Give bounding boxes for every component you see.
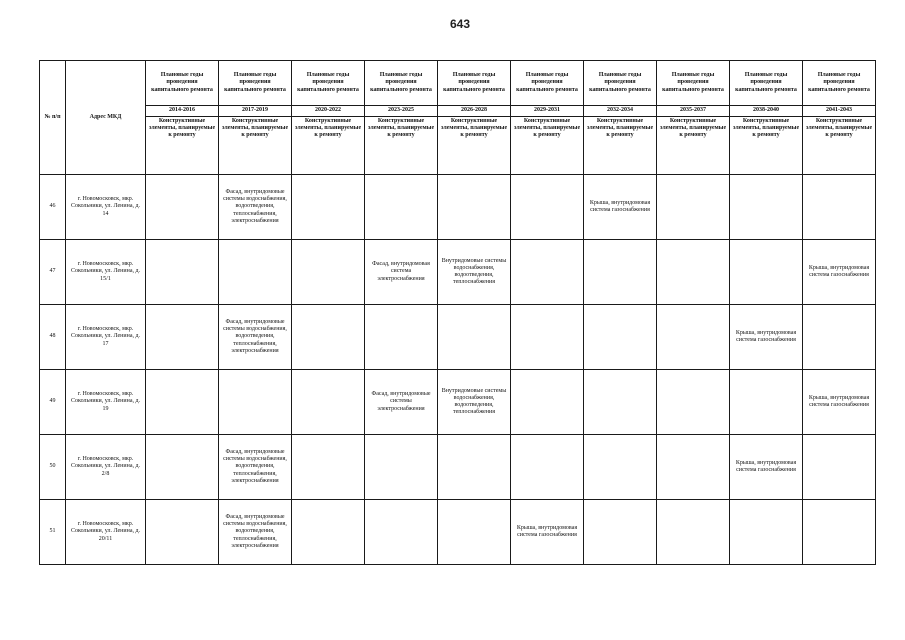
repair-cell [657, 305, 730, 370]
table-row [40, 500, 876, 565]
header-period-subtitle: Конструктивные элементы, планируемые к ремонту [657, 117, 730, 175]
repair-cell: Фасад, внутридомовые системы электроснабжения [365, 370, 438, 435]
repair-cell: Внутридомовые системы водоснабжения, водоотведения, теплоснабжения [438, 370, 511, 435]
repair-cell [657, 435, 730, 500]
repair-cell: Фасад, внутридомовые системы водоснабжения, водоотведения, теплоснабжения, электроснабжения [219, 435, 292, 500]
header-period-title: Плановые годы проведения капитального ремонта [511, 61, 584, 106]
table-row [40, 240, 876, 305]
repair-cell [365, 175, 438, 240]
header-period-subtitle: Конструктивные элементы, планируемые к ремонту [146, 117, 219, 175]
repair-cell [584, 435, 657, 500]
header-period-years: 2014-2016 [146, 106, 219, 117]
table-row [40, 435, 876, 500]
repair-cell [438, 500, 511, 565]
repair-cell [438, 435, 511, 500]
repair-cell [803, 175, 876, 240]
repair-cell: Внутридомовые системы водоснабжения, водоотведения, теплоснабжения [438, 240, 511, 305]
repair-cell [365, 500, 438, 565]
repair-cell: Фасад, внутридомовая система электроснабжения [365, 240, 438, 305]
repair-cell: Крыша, внутридомовая система газоснабжения [730, 305, 803, 370]
repair-cell: Фасад, внутридомовые системы водоснабжения, водоотведения, теплоснабжения, электроснабжения [219, 305, 292, 370]
header-period-title: Плановые годы проведения капитального ремонта [730, 61, 803, 106]
repair-cell [365, 435, 438, 500]
capital-repair-table [39, 60, 876, 565]
repair-cell [292, 305, 365, 370]
table-row [40, 370, 876, 435]
repair-cell [292, 240, 365, 305]
repair-cell [584, 240, 657, 305]
header-period-years: 2017-2019 [219, 106, 292, 117]
row-address: г. Новомосковск, мкр. Сокольники, ул. Ленина, д. 15/1 [66, 240, 146, 305]
repair-cell [803, 500, 876, 565]
row-address: г. Новомосковск, мкр. Сокольники, ул. Ленина, д. 20/11 [66, 500, 146, 565]
header-period-title: Плановые годы проведения капитального ремонта [219, 61, 292, 106]
repair-cell [146, 240, 219, 305]
repair-cell [219, 240, 292, 305]
repair-cell [730, 240, 803, 305]
repair-cell [146, 435, 219, 500]
header-period-years: 2026-2028 [438, 106, 511, 117]
header-period-title: Плановые годы проведения капитального ремонта [657, 61, 730, 106]
repair-cell [292, 175, 365, 240]
header-period-title: Плановые годы проведения капитального ремонта [365, 61, 438, 106]
repair-cell [511, 175, 584, 240]
repair-cell [730, 370, 803, 435]
repair-cell [657, 240, 730, 305]
row-address: г. Новомосковск, мкр. Сокольники, ул. Ленина, д. 19 [66, 370, 146, 435]
repair-cell: Крыша, внутридомовая система газоснабжения [730, 435, 803, 500]
repair-cell [584, 500, 657, 565]
repair-cell [803, 435, 876, 500]
header-period-subtitle: Конструктивные элементы, планируемые к ремонту [219, 117, 292, 175]
repair-cell [438, 305, 511, 370]
repair-cell: Фасад, внутридомовые системы водоснабжения, водоотведения, теплоснабжения, электроснабжения [219, 175, 292, 240]
repair-cell [219, 370, 292, 435]
row-address: г. Новомосковск, мкр. Сокольники, ул. Ленина, д. 17 [66, 305, 146, 370]
repair-cell [146, 370, 219, 435]
repair-cell [511, 305, 584, 370]
repair-cell: Крыша, внутридомовая система газоснабжения [511, 500, 584, 565]
repair-cell [657, 500, 730, 565]
repair-cell [292, 370, 365, 435]
repair-cell [292, 500, 365, 565]
repair-cell [511, 370, 584, 435]
row-number: 48 [40, 305, 66, 370]
header-period-subtitle: Конструктивные элементы, планируемые к ремонту [511, 117, 584, 175]
row-number: 46 [40, 175, 66, 240]
row-address: г. Новомосковск, мкр. Сокольники, ул. Ленина, д. 14 [66, 175, 146, 240]
row-number: 51 [40, 500, 66, 565]
repair-cell [146, 305, 219, 370]
header-period-subtitle: Конструктивные элементы, планируемые к ремонту [292, 117, 365, 175]
repair-cell [146, 175, 219, 240]
header-period-years: 2041-2043 [803, 106, 876, 117]
table-row [40, 175, 876, 240]
header-period-subtitle: Конструктивные элементы, планируемые к ремонту [803, 117, 876, 175]
header-period-years: 2020-2022 [292, 106, 365, 117]
row-number: 47 [40, 240, 66, 305]
repair-cell [657, 370, 730, 435]
repair-cell: Крыша, внутридомовая система газоснабжения [803, 240, 876, 305]
repair-cell [584, 370, 657, 435]
repair-cell [365, 305, 438, 370]
repair-cell [657, 175, 730, 240]
header-period-title: Плановые годы проведения капитального ремонта [292, 61, 365, 106]
repair-cell: Крыша, внутридомовая система газоснабжения [584, 175, 657, 240]
header-period-subtitle: Конструктивные элементы, планируемые к ремонту [584, 117, 657, 175]
repair-cell: Крыша, внутридомовая система газоснабжения [803, 370, 876, 435]
repair-cell [730, 175, 803, 240]
header-period-subtitle: Конструктивные элементы, планируемые к ремонту [438, 117, 511, 175]
repair-cell [292, 435, 365, 500]
repair-cell [511, 435, 584, 500]
table-row [40, 305, 876, 370]
repair-cell [803, 305, 876, 370]
header-address: Адрес МКД [66, 61, 146, 175]
header-num: № п/п [40, 61, 66, 175]
header-period-title: Плановые годы проведения капитального ремонта [803, 61, 876, 106]
repair-cell [584, 305, 657, 370]
header-period-years: 2038-2040 [730, 106, 803, 117]
repair-cell: Фасад, внутридомовые системы водоснабжения, водоотведения, теплоснабжения, электроснабжения [219, 500, 292, 565]
repair-cell [146, 500, 219, 565]
header-period-years: 2029-2031 [511, 106, 584, 117]
row-address: г. Новомосковск, мкр. Сокольники, ул. Ленина, д. 2/8 [66, 435, 146, 500]
header-period-title: Плановые годы проведения капитального ремонта [584, 61, 657, 106]
page-number: 643 [449, 17, 471, 31]
repair-cell [511, 240, 584, 305]
header-period-years: 2023-2025 [365, 106, 438, 117]
row-number: 49 [40, 370, 66, 435]
row-number: 50 [40, 435, 66, 500]
repair-cell [730, 500, 803, 565]
header-period-years: 2032-2034 [584, 106, 657, 117]
header-period-years: 2035-2037 [657, 106, 730, 117]
header-period-subtitle: Конструктивные элементы, планируемые к ремонту [730, 117, 803, 175]
header-period-title: Плановые годы проведения капитального ремонта [438, 61, 511, 106]
repair-cell [438, 175, 511, 240]
header-period-title: Плановые годы проведения капитального ремонта [146, 61, 219, 106]
header-period-subtitle: Конструктивные элементы, планируемые к ремонту [365, 117, 438, 175]
